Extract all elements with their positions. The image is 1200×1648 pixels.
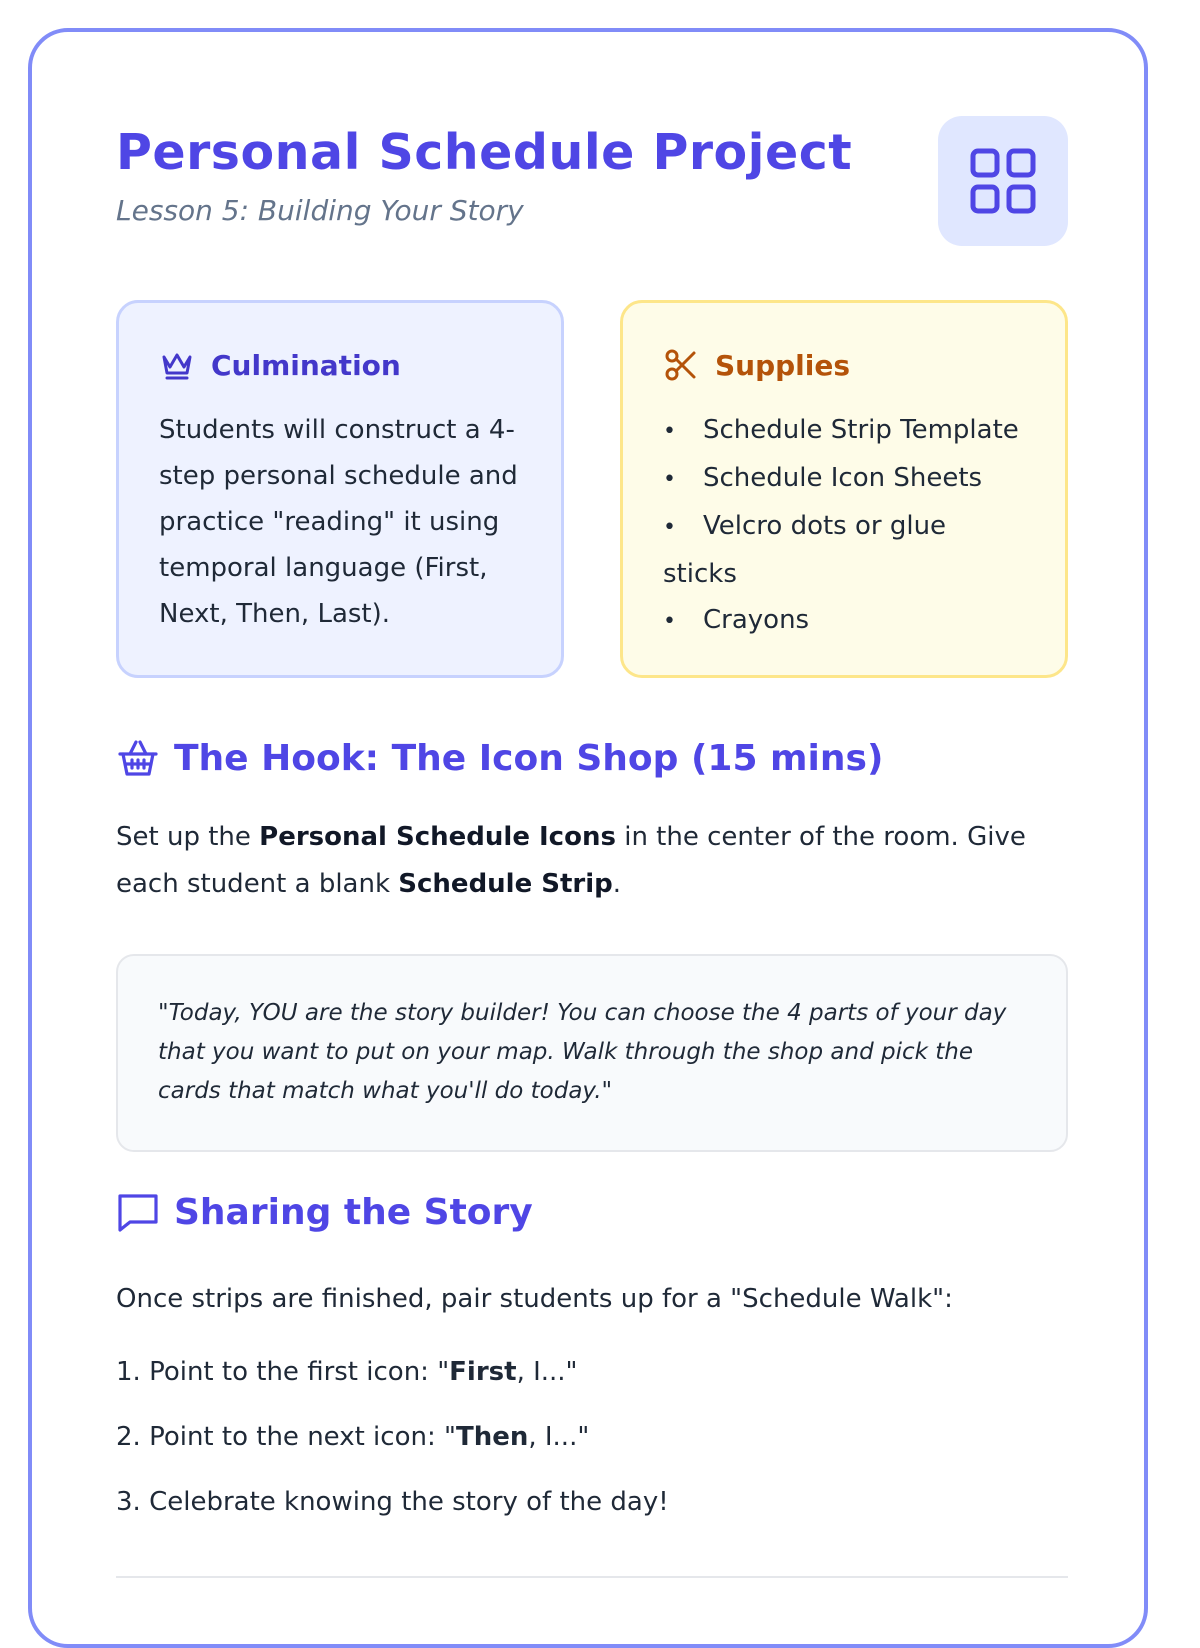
supplies-title: Supplies (715, 348, 851, 382)
info-boxes (116, 300, 1068, 678)
sharing-heading (116, 1190, 533, 1234)
sharing-title: Sharing the Story (174, 1191, 533, 1233)
chat-bubble-icon (116, 1190, 160, 1234)
page-title: Personal Schedule Project (116, 124, 853, 181)
supplies-box (620, 300, 1068, 678)
list-item: • Velcro dots or glue sticks (663, 511, 947, 589)
lesson-card (28, 28, 1148, 1648)
hook-heading (116, 736, 883, 780)
scissors-icon (663, 347, 699, 383)
crown-icon (159, 347, 195, 383)
lesson-content (116, 116, 1068, 1517)
hook-title: The Hook: The Icon Shop (15 mins) (174, 737, 884, 779)
basket-icon (116, 736, 160, 780)
hook-quote: "Today, YOU are the story builder! You can choose the 4 parts of your day that you want to put on your map. Walk through the shop and pick the cards that match what you'll do today." (116, 954, 1068, 1152)
step-item: 2. Point to the next icon: "Then, I..." (116, 1422, 590, 1452)
supplies-heading (663, 345, 1025, 385)
culmination-heading (159, 345, 521, 385)
list-item: • Schedule Icon Sheets (663, 463, 983, 493)
step-item: 1. Point to the first icon: "First, I..." (116, 1357, 578, 1387)
culmination-text: Students will construct a 4-step personal schedule and practice "reading" it using temporal language (First, Next, Then, Last). (159, 415, 518, 629)
list-item: • Schedule Strip Template (663, 415, 1019, 445)
supplies-list (663, 407, 1025, 645)
culmination-box (116, 300, 564, 678)
divider (116, 1576, 1068, 1578)
lesson-subtitle: Lesson 5: Building Your Story (116, 194, 524, 227)
grid-icon (938, 116, 1068, 246)
hook-instructions: Set up the Personal Schedule Icons in the center of the room. Give each student a blank Schedule Strip. (116, 822, 1026, 899)
sharing-intro: Once strips are finished, pair students up for a "Schedule Walk": (116, 1284, 953, 1314)
list-item: • Crayons (663, 605, 810, 635)
step-item: 3. Celebrate knowing the story of the day! (116, 1487, 669, 1517)
culmination-title: Culmination (211, 348, 401, 382)
